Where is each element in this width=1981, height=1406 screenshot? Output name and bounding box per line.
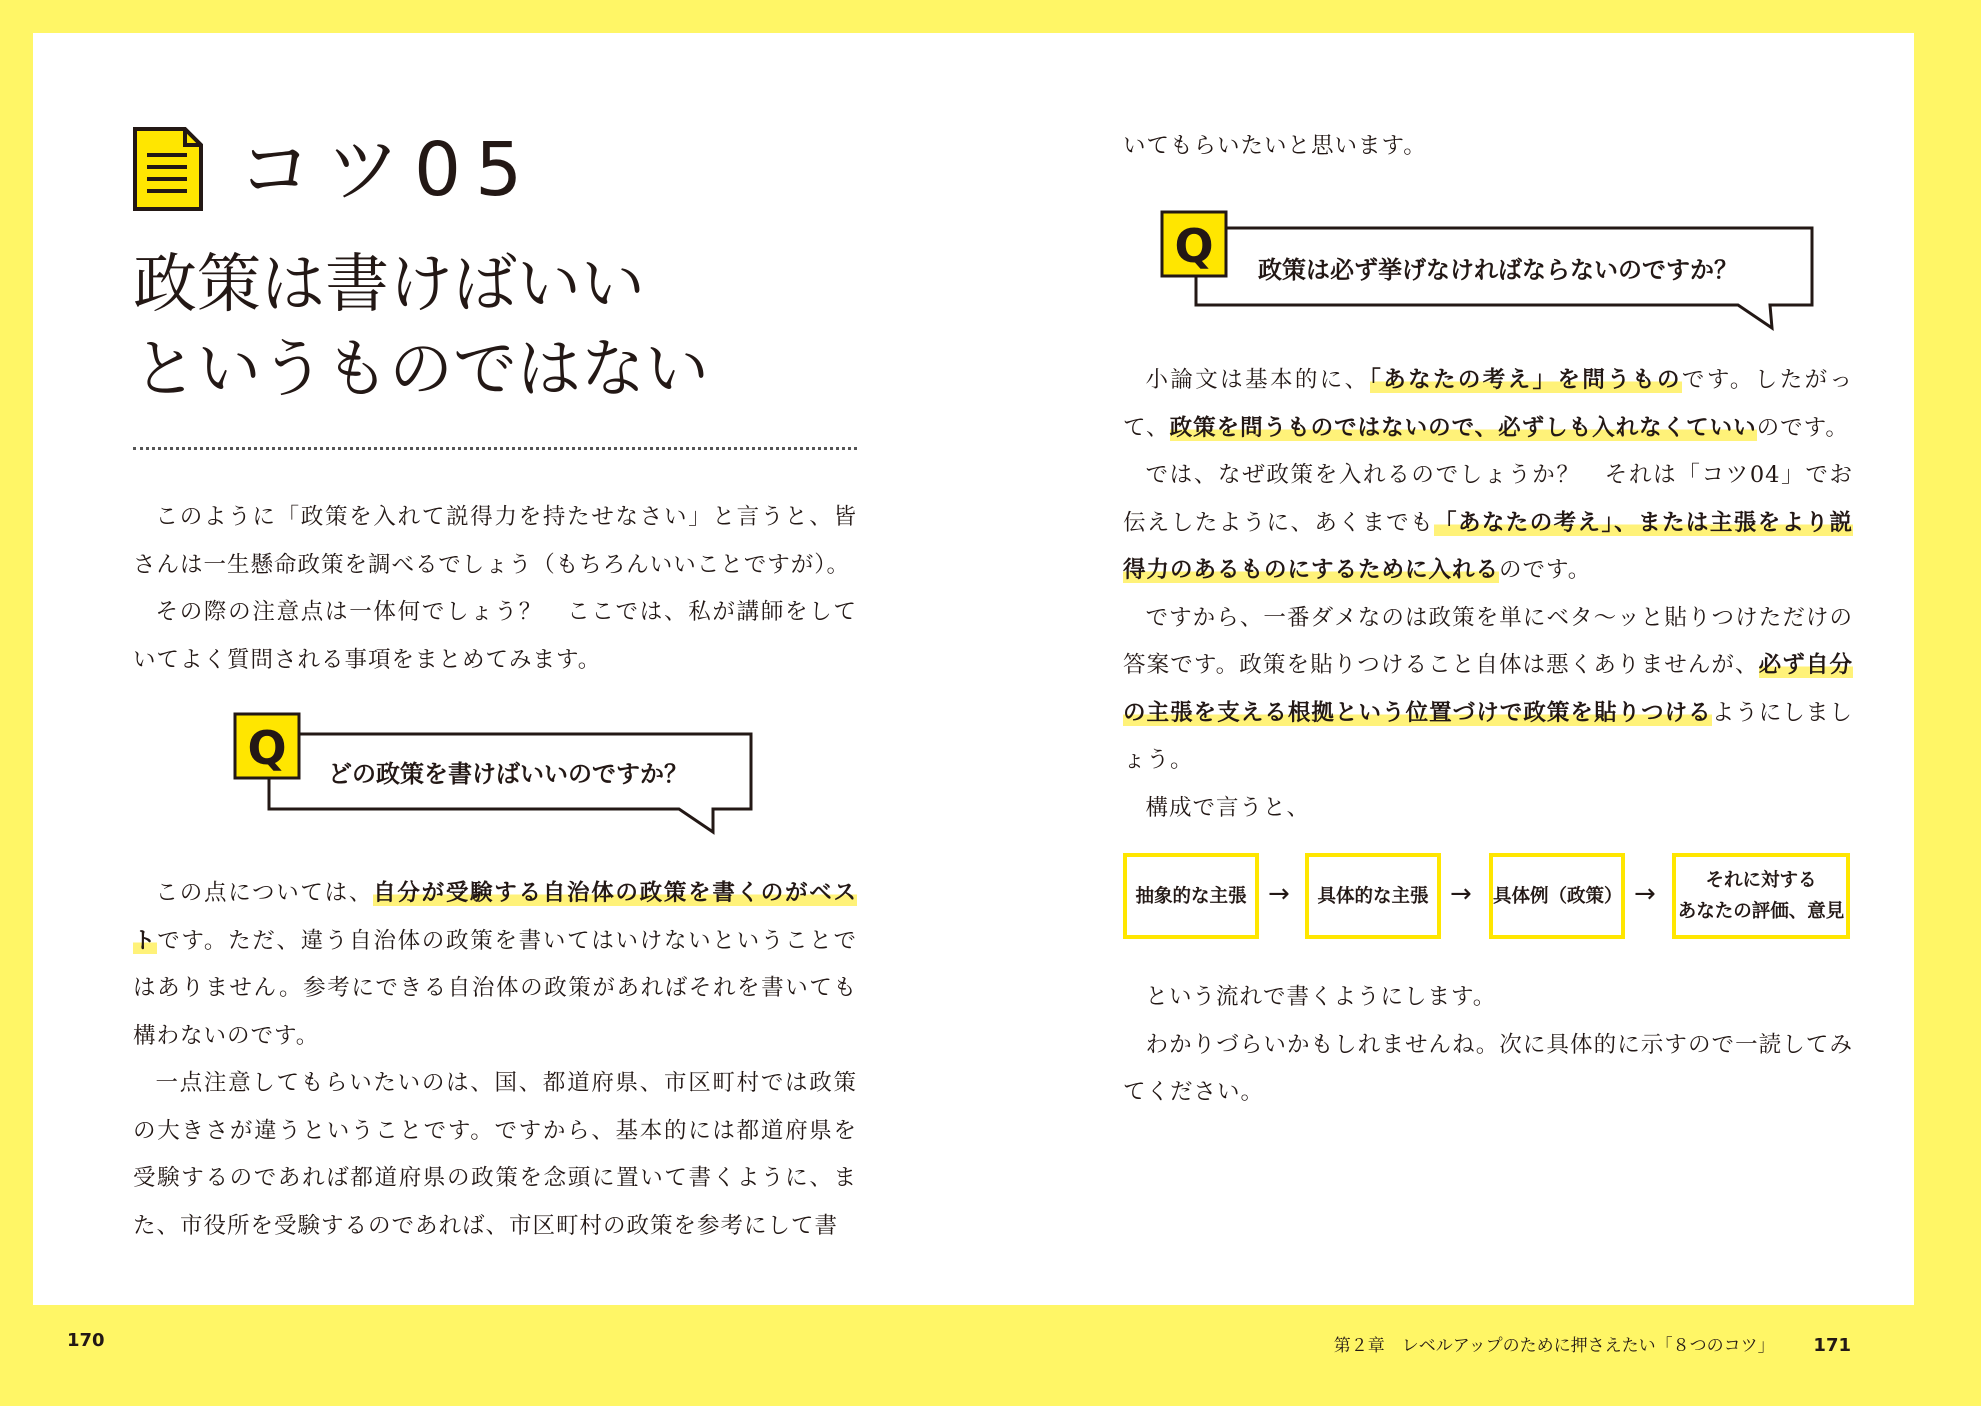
answer-2-paragraph-2 (1123, 452, 1853, 595)
answer-1-paragraph-2: 一点注意してもらいたいのは、国、都道府県、市区町村では政策の大きさが違うということです。ですから、基本的には都道府県を受験するのであれば都道府県の政策を念頭に置いて書くように、また、市役所を受験するのであれば、市区町村の政策を参考にして書 (133, 1070, 857, 1239)
answer-1-paragraph-1 (133, 870, 857, 1060)
answer-2-highlight-1: 「あなたの考え」を問うもの (1369, 367, 1682, 393)
question-box-1 (233, 712, 753, 837)
question-2-text: 政策は必ず挙げなければならないのですか？ (1258, 256, 1738, 284)
continuation-text (1123, 123, 1853, 171)
closing-paragraph-1: という流れで書くようにします。 (1145, 984, 1497, 1010)
q-mark: Q (247, 721, 287, 775)
title-line-2: というものではない (133, 333, 709, 407)
kotsu-label: コツ05 (238, 127, 537, 213)
answer-2-p1-post: のです。 (1756, 414, 1849, 441)
answer-2-p1-mid: です。したがって、 (1123, 367, 1853, 441)
answer-2-p1-pre: 小論文は基本的に、 (1145, 367, 1370, 393)
closing-text (1123, 974, 1853, 1117)
structure-flow (1123, 853, 1853, 945)
continuation-line: いてもらいたいと思います。 (1123, 133, 1427, 159)
answer-2-text (1123, 357, 1853, 832)
answer-2-p2-post: のです。 (1499, 557, 1592, 583)
flow-box-evaluation (1672, 853, 1850, 939)
answer-1-post: です。ただ、違う自治体の政策を書いてはいけないということではありません。参考にできる自治体の政策があればそれを書いても構わないのです。 (133, 927, 857, 1049)
intro-text (133, 494, 857, 684)
q-mark: Q (1174, 219, 1214, 273)
answer-2-p3-pre: ですから、一番ダメなのは政策を単にベタ～ッと貼りつけただけの答案です。政策を貼りつけること自体は悪くありませんが、 (1123, 604, 1853, 678)
question-box-2 (1160, 210, 1816, 335)
page-title (133, 243, 833, 413)
arrow-right-icon: → (1268, 879, 1290, 909)
answer-2-p3-post: ようにしましょう。 (1123, 699, 1853, 773)
answer-2-paragraph-3 (1123, 595, 1853, 785)
intro-paragraph-1: このように「政策を入れて説得力を持たせなさい」と言うと、皆さんは一生懸命政策を調べるでしょう（もちろんいいことですが）。 (133, 504, 857, 578)
answer-2-highlight-3: 「あなたの考え」、または主張をより説得力のあるものにするために入れる (1123, 509, 1853, 583)
dotted-divider (133, 447, 857, 450)
flow-box-example: 具体例（政策） (1489, 853, 1625, 939)
answer-2-p2-pre: では、なぜ政策を入れるのでしょうか？ それは「コツ04」でお伝えしたように、あくまでも (1123, 462, 1853, 536)
flow-box-abstract: 抽象的な主張 (1123, 853, 1259, 939)
answer-2-highlight-2: 政策を問うものではないので、必ずしも入れなくていい (1169, 414, 1757, 441)
intro-paragraph-2: その際の注意点は一体何でしょう？ ここでは、私が講師をしていてよく質問される事項をまとめてみます。 (133, 599, 857, 673)
closing-paragraph-2: わかりづらいかもしれませんね。次に具体的に示すので一読してみてください。 (1123, 1031, 1853, 1105)
chapter-title: 第２章 レベルアップのために押さえたい「８つのコツ」 (1333, 1336, 1775, 1356)
title-line-1: 政策は書けばいい (133, 248, 645, 322)
flow-box-evaluation-line-2: あなたの評価、意見 (1677, 901, 1845, 922)
answer-2-paragraph-4: 構成で言うと、 (1145, 794, 1311, 821)
flow-box-concrete: 具体的な主張 (1305, 853, 1441, 939)
answer-1-highlight: 自分が受験する自治体の政策を書くのがベスト (133, 880, 857, 954)
answer-1-text (133, 870, 857, 1250)
flow-box-evaluation-line-1: それに対する (1705, 870, 1817, 891)
page-number-left: 170 (67, 1330, 105, 1351)
document-icon (133, 127, 203, 211)
answer-2-paragraph-1 (1123, 357, 1853, 452)
arrow-right-icon: → (1634, 879, 1656, 909)
answer-1-pre: この点については、 (155, 880, 374, 906)
arrow-right-icon: → (1450, 879, 1472, 909)
answer-2-highlight-4: 必ず自分の主張を支える根拠という位置づけで政策を貼りつける (1123, 652, 1853, 726)
page-number-right: 171 (1813, 1335, 1851, 1356)
question-1-text: どの政策を書けばいいのですか？ (328, 760, 688, 788)
running-head (1334, 1331, 1851, 1356)
